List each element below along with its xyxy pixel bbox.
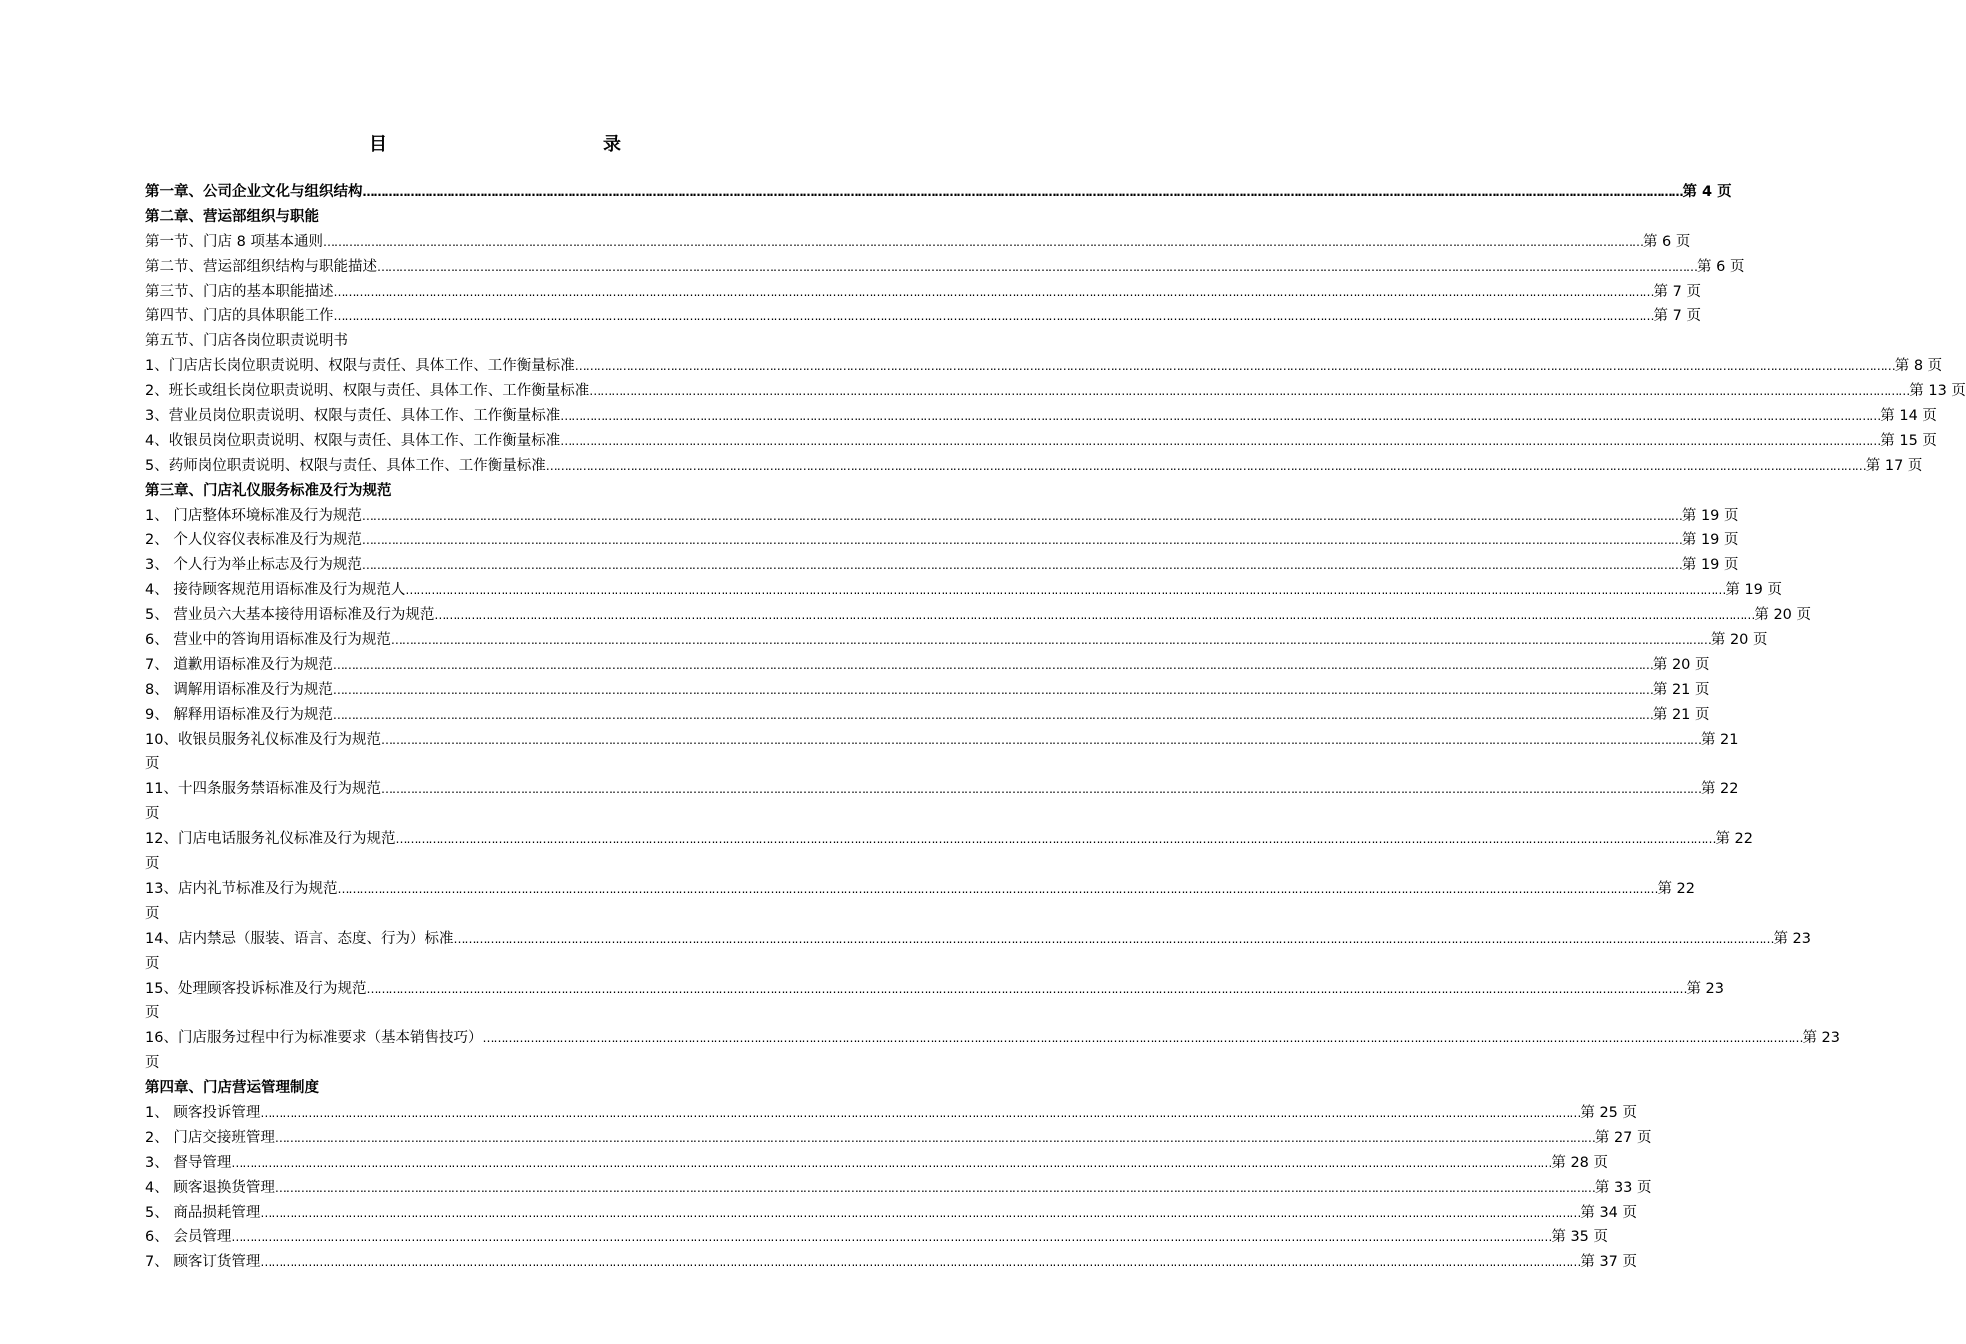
toc-entry [145,977,1725,1002]
toc-entry-label: 3、 督导管理 [145,1154,232,1171]
toc-entry-label: 第五节、门店各岗位职责说明书 [145,333,348,350]
toc-entry [145,703,1710,728]
toc-entry [145,404,1937,429]
toc-entry [145,354,1943,379]
toc-leader-dots: ……………………………………………………………………………………………………………………………………………………………………………………………………………………………………………………………………………………………………………………………… [361,533,1682,548]
toc-leader-dots: ……………………………………………………………………………………………………………………………………………………………………………………………………………………………………………………………………………………………………………………………… [366,981,1687,996]
toc-entry-page: 第 19 页 [1681,532,1739,549]
toc-entry [145,1250,1638,1275]
toc-entry-page: 第 21 页 [1652,706,1710,723]
toc-entry [145,628,1768,653]
toc-entry-label: 14、店内禁忌（服装、语言、态度、行为）标准 [145,930,454,947]
toc-entry-label: 3、营业员岗位职责说明、权限与责任、具体工作、工作衡量标准 [145,408,561,425]
toc-entry [145,1176,1652,1201]
table-of-contents [145,180,1966,1275]
toc-entry-label: 第一章、公司企业文化与组织结构 [145,184,363,200]
toc-leader-dots: ……………………………………………………………………………………………………………………………………………………………………………………………………………………………………………………………………………………………………………………………… [361,558,1682,573]
toc-entry-page-continuation: 页 [145,1055,160,1072]
toc-entry-page: 第 25 页 [1580,1104,1638,1121]
toc-entry-label: 2、班长或组长岗位职责说明、权限与责任、具体工作、工作衡量标准 [145,383,590,400]
toc-leader-dots: ……………………………………………………………………………………………………………………………………………………………………………………………………………………………………………………………………………………………………………………………… [560,409,1881,424]
toc-entry-label: 8、 调解用语标准及行为规范 [145,681,333,698]
toc-entry-page: 第 19 页 [1681,557,1739,574]
toc-entry [145,603,1812,628]
toc-leader-dots: ……………………………………………………………………………………………………………………………………………………………………………………………………………………………………………………………………………………………………………………………… [260,1105,1581,1120]
toc-entry-label: 6、 会员管理 [145,1229,232,1246]
toc-entry-page-continuation: 页 [145,905,160,922]
toc-entry-label: 第四节、门店的具体职能工作 [145,308,334,325]
toc-leader-dots: ……………………………………………………………………………………………………………………………………………………………………………………………………………………………………………………………………………………………………………………………… [274,1180,1595,1195]
toc-entry-label: 1、 门店整体环境标准及行为规范 [145,507,362,524]
toc-entry [145,777,1739,802]
toc-leader-dots: ……………………………………………………………………………………………………………………………………………………………………………………………………………………………………………………………………………………………………………………………… [482,1031,1803,1046]
toc-entry-page-continuation: 页 [145,1005,160,1022]
toc-entry-label: 4、收银员岗位职责说明、权限与责任、具体工作、工作衡量标准 [145,432,561,449]
toc-entry [145,255,1745,280]
toc-entry-label: 6、 营业中的答询用语标准及行为规范 [145,632,391,649]
toc-entry [145,180,1732,205]
toc-entry-page-continuation: 页 [145,856,160,873]
toc-entry-page: 第 27 页 [1594,1129,1652,1146]
toc-entry-page: 第 7 页 [1653,308,1701,325]
toc-entry [145,479,805,504]
toc-entry-page: 第 21 [1700,731,1739,748]
toc-entry [145,927,1812,952]
toc-leader-dots: ……………………………………………………………………………………………………………………………………………………………………………………………………………………………………………………………………………………………………………………………… [405,583,1726,598]
toc-leader-dots: ……………………………………………………………………………………………………………………………………………………………………………………………………………………………………………………………………………………………………………………………… [589,384,1910,399]
toc-entry-page: 第 23 [1773,930,1812,947]
toc-leader-dots: ……………………………………………………………………………………………………………………………………………………………………………………………………………………………………………………………………………………………………………………………… [380,732,1701,747]
toc-entry-label: 2、 个人仪容仪表标准及行为规范 [145,532,362,549]
toc-entry-page: 第 35 页 [1551,1229,1609,1246]
toc-leader-dots: ……………………………………………………………………………………………………………………………………………………………………………………………………………………………………………………………………………………………………………………………… [362,185,1683,199]
toc-entry-page: 第 7 页 [1653,283,1701,300]
toc-leader-dots: ……………………………………………………………………………………………………………………………………………………………………………………………………………………………………………………………………………………………………………………………… [231,1230,1552,1245]
toc-entry-label: 第四章、门店营运管理制度 [145,1080,319,1097]
page-title: 目 录 [369,134,681,155]
toc-entry [145,304,1701,329]
toc-leader-dots: ……………………………………………………………………………………………………………………………………………………………………………………………………………………………………………………………………………………………………………………………… [395,832,1716,847]
toc-entry-page: 第 21 页 [1652,681,1710,698]
toc-leader-dots: ……………………………………………………………………………………………………………………………………………………………………………………………………………………………………………………………………………………………………………………………… [332,682,1653,697]
toc-entry-page: 第 13 页 [1909,383,1966,400]
toc-entry [145,827,1754,852]
toc-entry [145,1101,1638,1126]
toc-entry-label: 13、店内礼节标准及行为规范 [145,880,338,897]
toc-entry-label: 第二章、营运部组织与职能 [145,208,319,225]
toc-entry-page: 第 19 页 [1681,507,1739,524]
toc-leader-dots: ……………………………………………………………………………………………………………………………………………………………………………………………………………………………………………………………………………………………………………………………… [231,1155,1552,1170]
toc-entry-page: 第 33 页 [1594,1179,1652,1196]
toc-entry [145,1225,1609,1250]
toc-entry-label: 10、收银员服务礼仪标准及行为规范 [145,731,381,748]
toc-leader-dots: ……………………………………………………………………………………………………………………………………………………………………………………………………………………………………………………………………………………………………………………………… [377,259,1697,274]
toc-leader-dots: ……………………………………………………………………………………………………………………………………………………………………………………………………………………………………………………………………………………………………………………………… [361,508,1682,523]
toc-entry-label: 4、 顾客退换货管理 [145,1179,275,1196]
toc-entry-page: 第 37 页 [1580,1254,1638,1271]
toc-entry-label: 第二节、营运部组织结构与职能描述 [145,258,377,275]
toc-entry [145,877,1696,902]
toc-entry [145,230,1691,255]
toc-entry [145,1026,1841,1051]
toc-entry [145,280,1701,305]
toc-leader-dots: ……………………………………………………………………………………………………………………………………………………………………………………………………………………………………………………………………………………………………………………………… [453,931,1774,946]
toc-entry-label: 2、 门店交接班管理 [145,1129,275,1146]
toc-entry-page: 第 20 页 [1652,656,1710,673]
toc-leader-dots: ……………………………………………………………………………………………………………………………………………………………………………………………………………………………………………………………………………………………………………………………… [333,309,1654,324]
toc-entry-label: 5、 商品损耗管理 [145,1204,261,1221]
toc-entry [145,1201,1638,1226]
toc-leader-dots: ……………………………………………………………………………………………………………………………………………………………………………………………………………………………………………………………………………………………………………………………… [434,608,1755,623]
toc-leader-dots: ……………………………………………………………………………………………………………………………………………………………………………………………………………………………………………………………………………………………………………………………… [260,1255,1581,1270]
toc-entry-label: 16、门店服务过程中行为标准要求（基本销售技巧） [145,1030,483,1047]
toc-entry [145,553,1739,578]
toc-entry [145,379,1966,404]
toc-entry-page: 第 22 [1657,880,1696,897]
toc-entry-label: 3、 个人行为举止标志及行为规范 [145,557,362,574]
toc-entry-page: 第 34 页 [1580,1204,1638,1221]
toc-leader-dots: ……………………………………………………………………………………………………………………………………………………………………………………………………………………………………………………………………………………………………………………………… [337,881,1658,896]
toc-entry [145,653,1710,678]
toc-leader-dots: ……………………………………………………………………………………………………………………………………………………………………………………………………………………………………………………………………………………………………………………………… [322,234,1643,249]
toc-entry-label: 15、处理顾客投诉标准及行为规范 [145,980,367,997]
toc-entry [145,678,1710,703]
toc-entry [145,454,1923,479]
toc-entry-page: 第 4 页 [1682,184,1732,200]
toc-entry-page: 第 23 [1802,1030,1841,1047]
toc-entry-page: 第 28 页 [1551,1154,1609,1171]
toc-entry-page: 第 6 页 [1642,233,1691,250]
toc-entry [145,1076,805,1101]
toc-entry-label: 5、药师岗位职责说明、权限与责任、具体工作、工作衡量标准 [145,457,546,474]
toc-entry [145,504,1739,529]
toc-entry-label: 4、 接待顾客规范用语标准及行为规范人 [145,582,406,599]
toc-entry-label: 1、门店店长岗位职责说明、权限与责任、具体工作、工作衡量标准 [145,358,575,375]
toc-entry-page-continuation: 页 [145,756,160,773]
toc-entry-label: 第三节、门店的基本职能描述 [145,283,334,300]
toc-entry [145,329,805,354]
toc-entry [145,578,1783,603]
toc-leader-dots: ……………………………………………………………………………………………………………………………………………………………………………………………………………………………………………………………………………………………………………………………… [574,359,1895,374]
toc-entry-label: 5、 营业员六大基本接待用语标准及行为规范 [145,607,435,624]
toc-entry [145,429,1937,454]
toc-entry-label: 11、十四条服务禁语标准及行为规范 [145,781,381,798]
toc-leader-dots: ……………………………………………………………………………………………………………………………………………………………………………………………………………………………………………………………………………………………………………………………… [332,707,1653,722]
toc-entry-label: 7、 顾客订货管理 [145,1254,261,1271]
toc-entry-page: 第 22 [1700,781,1739,798]
toc-entry-label: 第三章、门店礼仪服务标准及行为规范 [145,482,392,499]
toc-entry [145,528,1739,553]
toc-entry-page: 第 23 [1686,980,1725,997]
toc-leader-dots: ……………………………………………………………………………………………………………………………………………………………………………………………………………………………………………………………………………………………………………………………… [274,1130,1595,1145]
toc-entry-page-continuation: 页 [145,955,160,972]
toc-entry-page: 第 14 页 [1880,408,1937,425]
toc-entry-page-continuation: 页 [145,806,160,823]
toc-entry-label: 第一节、门店 8 项基本通则 [145,233,323,250]
toc-entry-page: 第 17 页 [1865,457,1923,474]
toc-entry [145,1126,1652,1151]
toc-entry [145,205,805,230]
toc-entry-page: 第 8 页 [1894,358,1943,375]
toc-leader-dots: ……………………………………………………………………………………………………………………………………………………………………………………………………………………………………………………………………………………………………………………………… [560,433,1881,448]
toc-leader-dots: ……………………………………………………………………………………………………………………………………………………………………………………………………………………………………………………………………………………………………………………………… [545,458,1866,473]
toc-entry-page: 第 22 [1715,831,1754,848]
toc-leader-dots: ……………………………………………………………………………………………………………………………………………………………………………………………………………………………………………………………………………………………………………………………… [380,782,1701,797]
toc-entry-page: 第 6 页 [1697,258,1745,275]
toc-entry-page: 第 19 页 [1725,582,1783,599]
toc-entry-page: 第 15 页 [1880,432,1937,449]
toc-leader-dots: ……………………………………………………………………………………………………………………………………………………………………………………………………………………………………………………………………………………………………………………………… [333,284,1654,299]
toc-leader-dots: ……………………………………………………………………………………………………………………………………………………………………………………………………………………………………………………………………………………………………………………………… [390,633,1711,648]
toc-entry-label: 12、门店电话服务礼仪标准及行为规范 [145,831,396,848]
toc-leader-dots: ……………………………………………………………………………………………………………………………………………………………………………………………………………………………………………………………………………………………………………………………… [260,1205,1581,1220]
toc-entry-page: 第 20 页 [1754,607,1812,624]
toc-entry [145,1151,1609,1176]
toc-entry-label: 1、 顾客投诉管理 [145,1104,261,1121]
toc-entry-page: 第 20 页 [1710,632,1768,649]
toc-leader-dots: ……………………………………………………………………………………………………………………………………………………………………………………………………………………………………………………………………………………………………………………………… [332,657,1653,672]
toc-entry-label: 7、 道歉用语标准及行为规范 [145,656,333,673]
toc-entry [145,728,1739,753]
toc-entry-label: 9、 解释用语标准及行为规范 [145,706,333,723]
